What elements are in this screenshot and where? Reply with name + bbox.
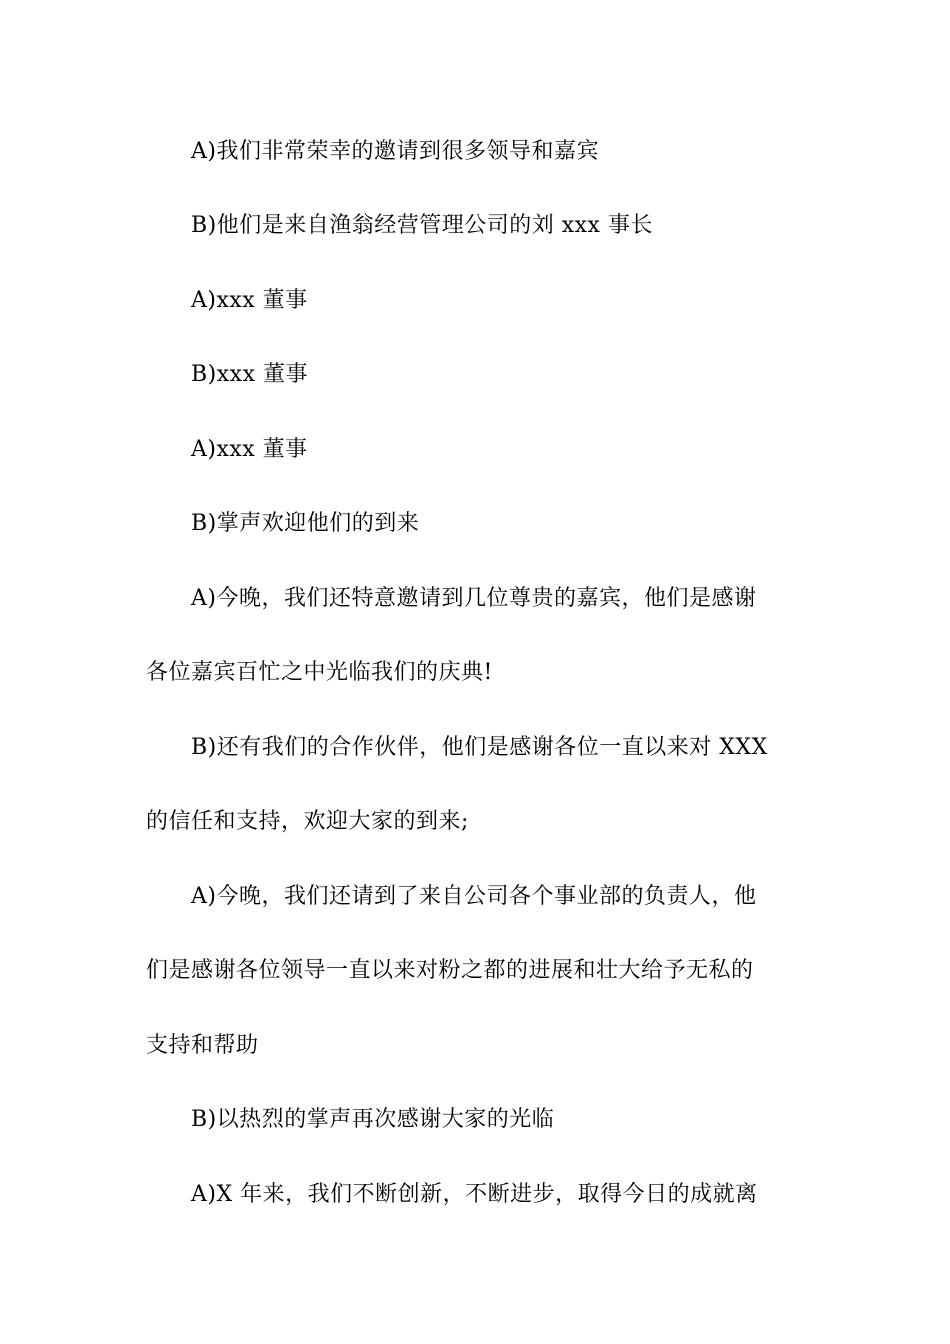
paragraph-line: B)掌声欢迎他们的到来 [191, 511, 420, 536]
paragraph-line: A)今晚，我们还请到了来自公司各个事业部的负责人，他 [191, 884, 757, 909]
paragraph-line: A)X 年来，我们不断创新，不断进步，取得今日的成就离 [191, 1182, 758, 1207]
paragraph-line: A)xxx 董事 [191, 288, 308, 313]
paragraph-line: 支持和帮助 [146, 1033, 259, 1058]
paragraph-line: B)还有我们的合作伙伴，他们是感谢各位一直以来对 XXX [191, 735, 768, 760]
paragraph-line: 各位嘉宾百忙之中光临我们的庆典! [146, 660, 493, 685]
paragraph-line: A)我们非常荣幸的邀请到很多领导和嘉宾 [191, 139, 599, 164]
paragraph-line: A)xxx 董事 [191, 437, 308, 462]
paragraph-line: 们是感谢各位领导一直以来对粉之都的进展和壮大给予无私的 [146, 958, 754, 983]
paragraph-line: B)以热烈的掌声再次感谢大家的光临 [191, 1107, 555, 1132]
paragraph-line: B)xxx 董事 [191, 362, 308, 387]
paragraph-line: A)今晚，我们还特意邀请到几位尊贵的嘉宾，他们是感谢 [191, 586, 757, 611]
paragraph-line: 的信任和支持，欢迎大家的到来; [146, 809, 469, 834]
paragraph-line: B)他们是来自渔翁经营管理公司的刘 xxx 事长 [191, 213, 653, 238]
